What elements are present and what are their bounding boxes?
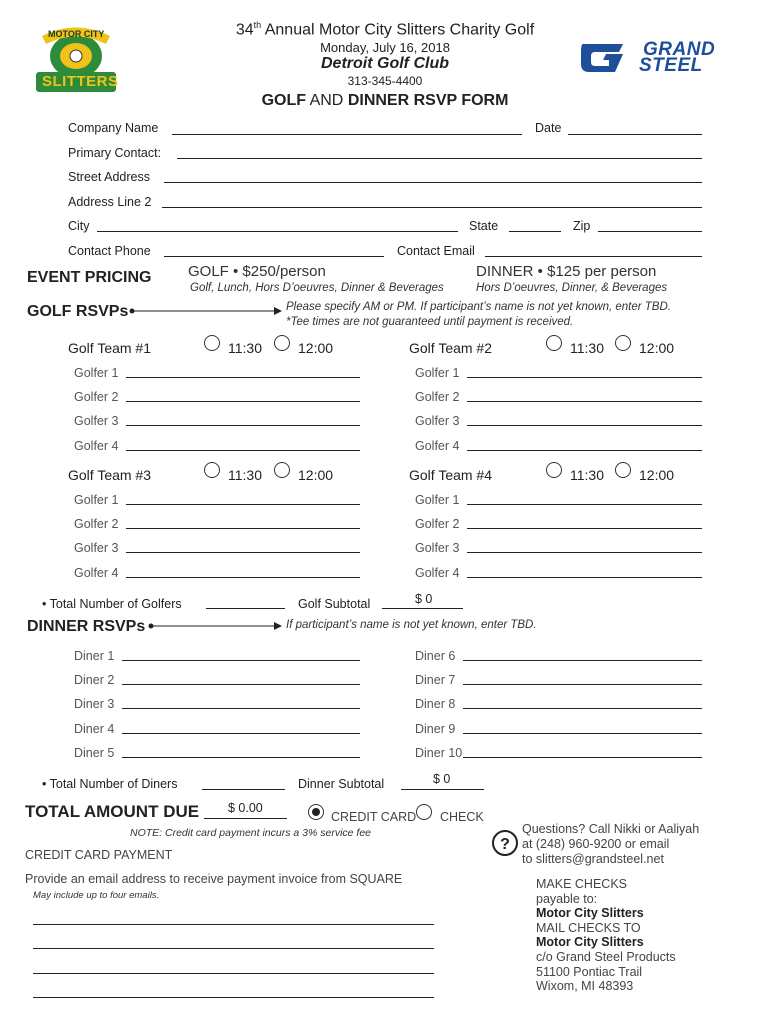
dinner-subtotal-value: $ 0 bbox=[433, 772, 451, 786]
diner-8-label: Diner 8 bbox=[415, 697, 456, 711]
diner-9-label: Diner 9 bbox=[415, 722, 456, 736]
diner-2-label: Diner 2 bbox=[74, 673, 115, 687]
street-address-label: Street Address bbox=[68, 170, 150, 184]
form-title bbox=[0, 92, 770, 110]
golf-team-2-label: Golf Team #2 bbox=[409, 340, 493, 356]
questions-block bbox=[522, 822, 699, 867]
email-field-3[interactable] bbox=[33, 973, 434, 974]
team-3-time-b: 12:00 bbox=[298, 467, 334, 483]
golf-price-includes: Golf, Lunch, Hors Dʼoeuvres, Dinner & Beverages bbox=[190, 282, 444, 294]
diner-10-field[interactable] bbox=[463, 757, 702, 758]
team-3-golfer-4-label: Golfer 4 bbox=[74, 566, 119, 580]
team-4-golfer-1-field[interactable] bbox=[467, 504, 702, 505]
team-4-golfer-4-label: Golfer 4 bbox=[415, 566, 460, 580]
team-1-1200-radio[interactable] bbox=[274, 335, 290, 351]
form-title-and: AND bbox=[306, 92, 348, 109]
primary-contact-field[interactable] bbox=[177, 158, 702, 159]
form-title-rest: DINNER RSVP FORM bbox=[347, 92, 509, 109]
team-4-golfer-2-field[interactable] bbox=[467, 528, 702, 529]
date-field[interactable] bbox=[568, 134, 702, 135]
venue-phone: 313-345-4400 bbox=[347, 74, 423, 88]
address-line-2-label: Address Line 2 bbox=[68, 195, 152, 209]
diner-1-label: Diner 1 bbox=[74, 649, 115, 663]
event-title-ordinal: th bbox=[253, 20, 262, 30]
team-2-time-a: 11:30 bbox=[570, 340, 604, 356]
team-4-golfer-3-field[interactable] bbox=[467, 552, 702, 553]
team-1-1130-radio[interactable] bbox=[204, 335, 220, 351]
make-checks-heading: MAKE CHECKS bbox=[536, 877, 627, 891]
make-checks-payable: payable to: bbox=[536, 891, 598, 906]
zip-label: Zip bbox=[573, 219, 591, 233]
address-line-2-field[interactable] bbox=[162, 207, 702, 208]
team-1-time-b: 12:00 bbox=[298, 340, 334, 356]
dinner-price-includes: Hors Dʼoeuvres, Dinner, & Beverages bbox=[476, 282, 668, 294]
credit-card-option-label: CREDIT CARD bbox=[331, 810, 417, 824]
diner-5-field[interactable] bbox=[122, 757, 360, 758]
state-field[interactable] bbox=[509, 231, 561, 232]
event-title-rest: Annual Motor City Slitters Charity Golf bbox=[261, 21, 535, 39]
team-4-golfer-4-field[interactable] bbox=[467, 577, 702, 578]
payment-instruction: Provide an email address to receive payment invoice from SQUARE bbox=[25, 872, 403, 886]
email-field-4[interactable] bbox=[33, 997, 434, 998]
team-3-time-a: 11:30 bbox=[228, 467, 262, 483]
contact-phone-label: Contact Phone bbox=[68, 244, 151, 258]
dinner-rsvps-heading: DINNER RSVPs bbox=[27, 618, 146, 635]
team-1-golfer-2-label: Golfer 2 bbox=[74, 390, 119, 404]
golf-team-4-label: Golf Team #4 bbox=[409, 467, 493, 483]
team-3-golfer-2-field[interactable] bbox=[126, 528, 360, 529]
total-amount-value: $ 0.00 bbox=[228, 801, 263, 815]
diner-2-field[interactable] bbox=[122, 684, 360, 685]
questions-line-3: to slitters@grandsteel.net bbox=[522, 852, 664, 866]
dinner-price: DINNER • $125 per person bbox=[476, 263, 657, 280]
diner-4-field[interactable] bbox=[122, 733, 360, 734]
zip-field[interactable] bbox=[598, 231, 702, 232]
credit-card-payment-heading: CREDIT CARD PAYMENT bbox=[25, 848, 173, 862]
diner-7-field[interactable] bbox=[463, 684, 702, 685]
team-1-golfer-4-field[interactable] bbox=[126, 450, 360, 451]
team-3-golfer-1-label: Golfer 1 bbox=[74, 493, 119, 507]
diner-9-field[interactable] bbox=[463, 733, 702, 734]
team-1-golfer-2-field[interactable] bbox=[126, 401, 360, 402]
team-1-golfer-3-field[interactable] bbox=[126, 425, 360, 426]
team-3-golfer-3-field[interactable] bbox=[126, 552, 360, 553]
team-2-golfer-3-label: Golfer 3 bbox=[415, 414, 460, 428]
street-address-field[interactable] bbox=[164, 182, 702, 183]
service-fee-note: NOTE: Credit card payment incurs a 3% service fee bbox=[130, 827, 372, 839]
team-4-time-b: 12:00 bbox=[639, 467, 675, 483]
diner-8-field[interactable] bbox=[463, 708, 702, 709]
golf-subtotal-field[interactable] bbox=[382, 608, 463, 609]
team-2-golfer-1-field[interactable] bbox=[467, 377, 702, 378]
golf-subtotal-value: $ 0 bbox=[415, 592, 433, 606]
team-2-golfer-2-field[interactable] bbox=[467, 401, 702, 402]
team-3-golfer-2-label: Golfer 2 bbox=[74, 517, 119, 531]
primary-contact-label: Primary Contact: bbox=[68, 146, 162, 160]
dinner-subtotal-field[interactable] bbox=[401, 789, 484, 790]
check-radio[interactable] bbox=[416, 804, 432, 820]
team-1-time-a: 11:30 bbox=[228, 340, 262, 356]
team-3-golfer-1-field[interactable] bbox=[126, 504, 360, 505]
date-label: Date bbox=[535, 121, 562, 135]
golf-team-1-label: Golf Team #1 bbox=[68, 340, 152, 356]
diner-5-label: Diner 5 bbox=[74, 746, 115, 760]
diner-4-label: Diner 4 bbox=[74, 722, 115, 736]
company-name-label: Company Name bbox=[68, 121, 159, 135]
total-diners-field[interactable] bbox=[202, 789, 285, 790]
team-4-time-a: 11:30 bbox=[570, 467, 604, 483]
golf-note-1: Please specify AM or PM. If participantʼs name is not yet known, enter TBD. bbox=[286, 301, 671, 313]
mail-checks-line-3: Wixom, MI 48393 bbox=[536, 979, 634, 994]
event-title bbox=[0, 20, 770, 39]
diner-1-field[interactable] bbox=[122, 660, 360, 661]
team-2-1130-radio[interactable] bbox=[546, 335, 562, 351]
team-2-golfer-4-field[interactable] bbox=[467, 450, 702, 451]
event-date: Monday, July 16, 2018 bbox=[320, 40, 450, 55]
diner-6-label: Diner 6 bbox=[415, 649, 456, 663]
team-3-1200-radio[interactable] bbox=[274, 462, 290, 478]
team-1-golfer-1-field[interactable] bbox=[126, 377, 360, 378]
golf-note-2: *Tee times are not guaranteed until payment is received. bbox=[286, 316, 574, 328]
contact-email-label: Contact Email bbox=[397, 244, 475, 258]
team-2-golfer-4-label: Golfer 4 bbox=[415, 439, 460, 453]
mail-checks-name: Motor City Slitters bbox=[536, 935, 644, 950]
team-2-golfer-3-field[interactable] bbox=[467, 425, 702, 426]
golf-price: GOLF • $250/person bbox=[188, 263, 326, 280]
diner-6-field[interactable] bbox=[463, 660, 702, 661]
golf-arrow-icon bbox=[128, 306, 283, 316]
contact-email-field[interactable] bbox=[485, 256, 702, 257]
golf-team-3-label: Golf Team #3 bbox=[68, 467, 152, 483]
team-4-1130-radio[interactable] bbox=[546, 462, 562, 478]
dinner-note: If participantʼs name is not yet known, enter TBD. bbox=[286, 619, 537, 631]
total-amount-due-label: TOTAL AMOUNT DUE bbox=[25, 802, 200, 821]
total-amount-field[interactable] bbox=[204, 818, 287, 819]
contact-phone-field[interactable] bbox=[164, 256, 384, 257]
team-4-golfer-1-label: Golfer 1 bbox=[415, 493, 460, 507]
event-pricing-heading: EVENT PRICING bbox=[27, 269, 152, 286]
event-title-number: 34 bbox=[235, 21, 254, 39]
payment-sub-note: May include up to four emails. bbox=[33, 890, 160, 901]
svg-text:?: ? bbox=[500, 836, 510, 853]
make-checks-payee: Motor City Slitters bbox=[536, 906, 644, 921]
diner-3-field[interactable] bbox=[122, 708, 360, 709]
logo-text-bottom: SLITTERS bbox=[42, 73, 119, 90]
team-3-1130-radio[interactable] bbox=[204, 462, 220, 478]
question-icon bbox=[491, 829, 519, 857]
team-4-1200-radio[interactable] bbox=[615, 462, 631, 478]
team-2-golfer-1-label: Golfer 1 bbox=[415, 366, 460, 380]
questions-line-1: Questions? Call Nikki or Aaliyah bbox=[522, 822, 700, 836]
company-name-field[interactable] bbox=[172, 134, 522, 135]
mail-checks-line-1: c/o Grand Steel Products bbox=[536, 949, 676, 964]
team-4-golfer-2-label: Golfer 2 bbox=[415, 517, 460, 531]
team-3-golfer-4-field[interactable] bbox=[126, 577, 360, 578]
questions-line-2: at (248) 960-9200 or email bbox=[522, 837, 670, 851]
team-4-golfer-3-label: Golfer 3 bbox=[415, 541, 460, 555]
mail-checks-line-2: 51100 Pontiac Trail bbox=[536, 964, 643, 979]
golf-rsvps-heading: GOLF RSVPs bbox=[27, 303, 129, 320]
team-1-golfer-4-label: Golfer 4 bbox=[74, 439, 119, 453]
dinner-arrow-icon bbox=[147, 621, 283, 631]
total-golfers-field[interactable] bbox=[206, 608, 285, 609]
logo-text-top: MOTOR CITY bbox=[48, 29, 105, 39]
checks-block bbox=[536, 877, 676, 994]
golf-subtotal-label: Golf Subtotal bbox=[298, 597, 371, 611]
diner-10-label: Diner 10 bbox=[415, 746, 463, 760]
team-1-golfer-3-label: Golfer 3 bbox=[74, 414, 119, 428]
email-field-2[interactable] bbox=[33, 948, 434, 949]
state-label: State bbox=[469, 219, 499, 233]
event-venue: Detroit Golf Club bbox=[321, 55, 449, 72]
logo-text-steel: STEEL bbox=[639, 55, 703, 76]
total-diners-label: • Total Number of Diners bbox=[42, 777, 178, 791]
logo-text-grand: GRAND bbox=[643, 39, 716, 60]
team-2-time-b: 12:00 bbox=[639, 340, 675, 356]
city-label: City bbox=[68, 219, 90, 233]
team-1-golfer-1-label: Golfer 1 bbox=[74, 366, 119, 380]
credit-card-radio[interactable] bbox=[308, 804, 324, 820]
total-golfers-label: • Total Number of Golfers bbox=[42, 597, 182, 611]
team-2-1200-radio[interactable] bbox=[615, 335, 631, 351]
team-2-golfer-2-label: Golfer 2 bbox=[415, 390, 460, 404]
email-field-1[interactable] bbox=[33, 924, 434, 925]
form-title-golf: GOLF bbox=[261, 92, 307, 109]
diner-3-label: Diner 3 bbox=[74, 697, 115, 711]
check-option-label: CHECK bbox=[440, 810, 484, 824]
team-3-golfer-3-label: Golfer 3 bbox=[74, 541, 119, 555]
mail-checks-heading: MAIL CHECKS TO bbox=[536, 920, 641, 935]
diner-7-label: Diner 7 bbox=[415, 673, 456, 687]
city-field[interactable] bbox=[97, 231, 458, 232]
dinner-subtotal-label: Dinner Subtotal bbox=[298, 777, 385, 791]
